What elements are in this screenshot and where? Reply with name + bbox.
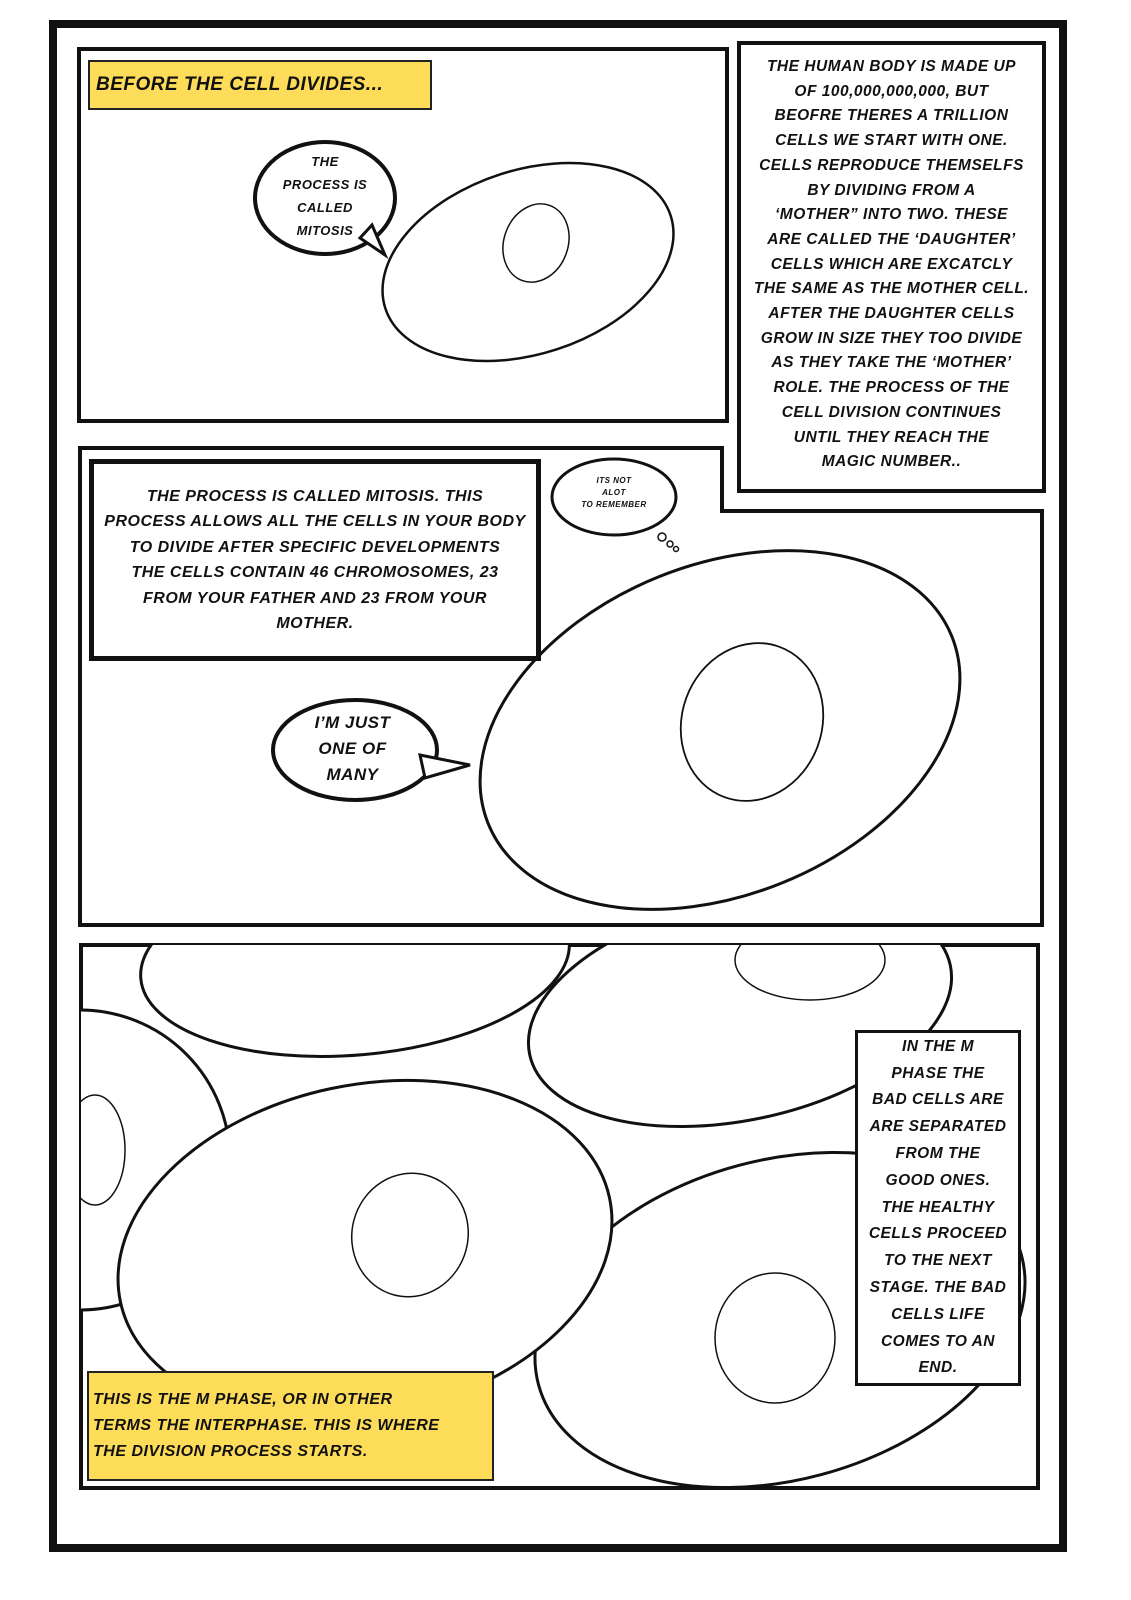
speech-text-one-of-many: I’M JUST ONE OF MANY [314,713,391,784]
caption-m-phase-text: THIS IS THE M PHASE, OR IN OTHER TERMS THE INTERPHASE. THIS IS WHERE THE DIVISION PROCESS STARTS. [93,1391,440,1460]
narration-text: THE PROCESS IS CALLED MITOSIS. THIS PROCESS ALLOWS ALL THE CELLS IN YOUR BODY TO DIVIDE AFTER SPECIFIC DEVELOPMENTS THE CELLS CONTAIN 46 CHROMOSOMES, 23 FROM YOUR FATHER AND 23 FROM YOUR MOTHER. [104,487,526,632]
m-phase-text: IN THE M PHASE THE BAD CELLS ARE ARE SEPARATED FROM THE GOOD ONES. THE HEALTHY CELLS PROCEED TO THE NEXT STAGE. THE BAD CELLS LIFE COMES TO AN END. [868,1037,1008,1377]
caption-m-phase [87,1371,494,1481]
narration-box-mitosis [89,459,541,661]
caption-before-divide [88,60,432,110]
m-phase-box [855,1030,1021,1386]
caption-text: BEFORE THE CELL DIVIDES... [96,74,384,95]
sidebar-narration: THE HUMAN BODY IS MADE UP OF 100,000,000,000, BUT BEOFRE THERES A TRILLION CELLS WE START WITH ONE. CELLS REPRODUCE THEMSELFS BY DIVIDING FROM A ‘MOTHER” INTO TWO. THESE ARE CALLED THE ‘DAUGHTER’ CELLS WHICH ARE EXCATCLY THE SAME AS THE MOTHER CELL. AFTER THE DAUGHTER CELLS GROW IN SIZE THEY TOO DIVIDE AS THEY TAKE THE ‘MOTHER’ ROLE. THE PROCESS OF THE CELL DIVISION CONTINUES UNTIL THEY REACH THE MAGIC NUMBER.. [753,58,1030,471]
thought-text: ITS NOT ALOT TO REMEMBER [581,476,647,509]
speech-text-mitosis: THE PROCESS IS CALLED MITOSIS [282,154,368,238]
